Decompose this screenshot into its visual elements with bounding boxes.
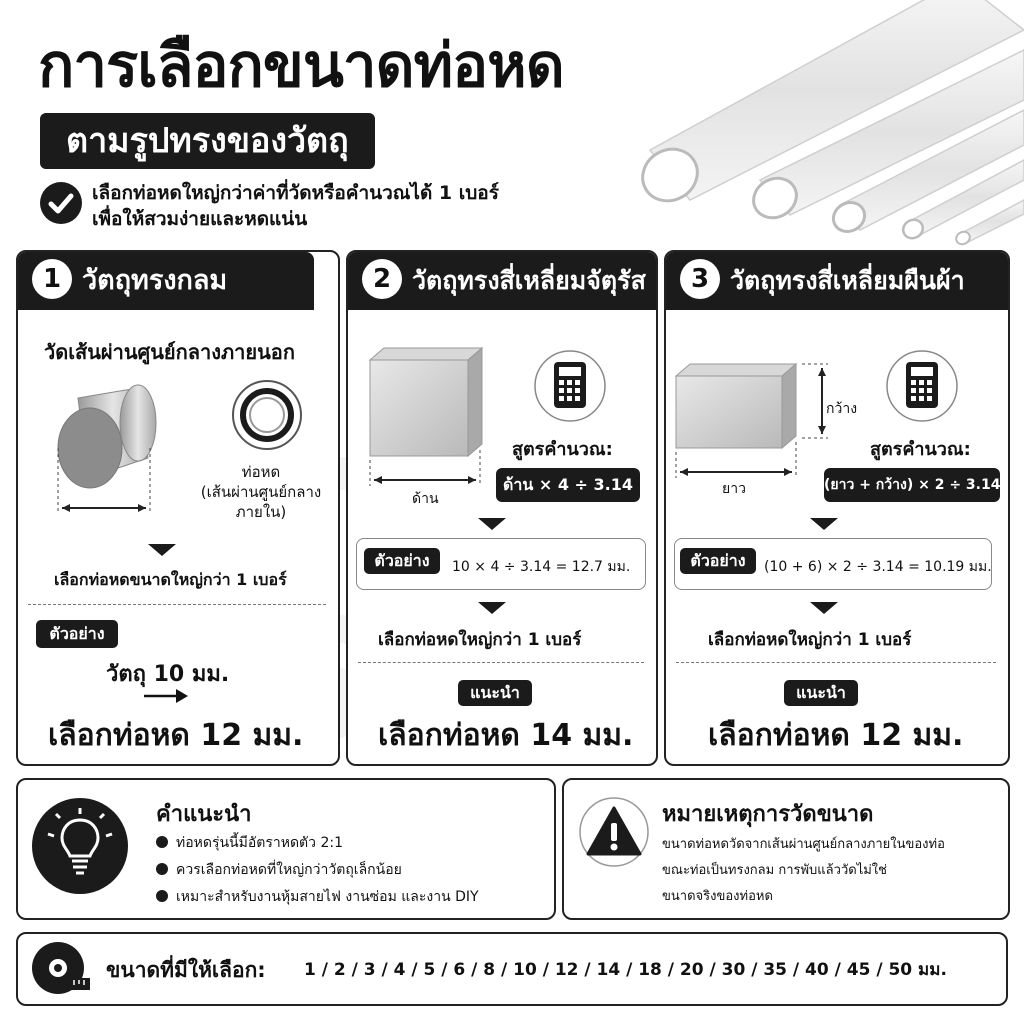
divider [28,604,326,605]
calculator-icon [532,348,608,424]
note-body [662,832,945,910]
result: เลือกท่อหด 12 มม. [708,718,964,753]
tube-label [196,462,326,522]
card-title: วัตถุทรงสี่เหลี่ยมผืนผ้า [730,266,965,295]
card-header [18,252,314,310]
note-line-2: ขณะท่อเป็นทรงกลม การพับแล้ววัดไม่ใช่ [662,863,887,878]
example-tag: ตัวอย่าง [680,548,756,574]
instruction: เลือกท่อหดใหญ่กว่า 1 เบอร์ [378,630,582,650]
formula-label: สูตรคำนวณ: [512,439,613,460]
measure-label: วัดเส้นผ่านศูนย์กลางภายนอก [44,340,295,364]
tip-text: ควรเลือกท่อหดที่ใหญ่กว่าวัตถุเล็กน้อย [176,862,402,878]
step-number: 2 [362,259,402,299]
width-label: กว้าง [826,401,858,417]
result: เลือกท่อหด 14 มม. [378,718,634,753]
rectangle-box-illustration [668,358,834,498]
card-header [666,252,1008,310]
recommend-tag: แนะนำ [784,680,858,706]
intro-text [92,180,499,232]
warning-icon [578,796,650,868]
list-item [156,884,479,911]
lightbulb-icon [30,796,130,896]
card-title: วัตถุทรงสี่เหลี่ยมจัตุรัส [412,266,646,295]
example-object: วัตถุ 10 มม. [106,662,230,687]
divider [358,662,644,663]
calculator-icon [884,348,960,424]
recommend-tag: แนะนำ [458,680,532,706]
check-icon [156,836,168,848]
formula-label: สูตรคำนวณ: [870,439,971,460]
tip-text: เหมาะสำหรับงานหุ้มสายไฟ งานซ่อม และงาน DIY [176,889,479,905]
card-title: วัตถุทรงกลม [82,265,228,296]
check-icon [40,182,82,224]
example-tag: ตัวอย่าง [364,548,440,574]
tips-title: คำแนะนำ [156,802,252,827]
sizes-values: 1 / 2 / 3 / 4 / 5 / 6 / 8 / 10 / 12 / 14 / 18 / 20 / 30 / 35 / 40 / 45 / 50 มม. [304,960,947,980]
arrow-right-icon [142,686,190,706]
result: เลือกท่อหด 12 มม. [48,718,304,753]
arrow-down-icon [810,602,838,614]
instruction: เลือกท่อหดใหญ่กว่า 1 เบอร์ [708,630,912,650]
arrow-down-icon [810,518,838,530]
sizes-label: ขนาดที่มีให้เลือก: [106,958,266,982]
cylinder-illustration [48,378,168,528]
tube-label-3: ภายใน) [235,503,287,521]
side-label: ด้าน [412,491,439,507]
tube-label-1: ท่อหด [241,463,281,481]
length-label: ยาว [722,481,746,497]
formula: (ยาว + กว้าง) × 2 ÷ 3.14 [824,468,1000,502]
example-calc: 10 × 4 ÷ 3.14 = 12.7 มม. [452,559,631,575]
tape-measure-icon [28,938,92,1000]
intro-line-1: เลือกท่อหดใหญ่กว่าค่าที่วัดหรือคำนวณได้ 1 เบอร์ [92,182,499,204]
note-line-1: ขนาดท่อหดวัดจากเส้นผ่านศูนย์กลางภายในของท่อ [662,837,945,852]
step-number: 3 [680,259,720,299]
note-title: หมายเหตุการวัดขนาด [662,802,874,827]
list-item [156,830,479,857]
card-header [348,252,656,310]
tube-label-2: (เส้นผ่านศูนย์กลาง [200,483,322,501]
arrow-down-icon [148,544,176,556]
tubes-illustration [630,0,1024,250]
page-subtitle: ตามรูปทรงของวัตถุ [40,113,375,169]
arrow-down-icon [478,518,506,530]
intro-line-2: เพื่อให้สวมง่ายและหดแน่น [92,208,308,230]
arrow-down-icon [478,602,506,614]
formula: ด้าน × 4 ÷ 3.14 [496,468,640,502]
example-tag: ตัวอย่าง [36,620,118,648]
tip-text: ท่อหดรุ่นนี้มีอัตราหดตัว 2:1 [176,835,343,851]
note-line-3: ขนาดจริงของท่อหด [662,889,773,904]
square-box-illustration [362,346,492,496]
page-title: การเลือกขนาดท่อหด [38,31,564,101]
tube-cross-section-icon [230,378,304,452]
example-calc: (10 + 6) × 2 ÷ 3.14 = 10.19 มม. [764,559,992,575]
check-icon [156,863,168,875]
divider [676,662,996,663]
list-item [156,857,479,884]
step-number: 1 [32,259,72,299]
check-icon [156,890,168,902]
tips-list [156,830,479,911]
instruction: เลือกท่อหดขนาดใหญ่กว่า 1 เบอร์ [54,570,287,589]
